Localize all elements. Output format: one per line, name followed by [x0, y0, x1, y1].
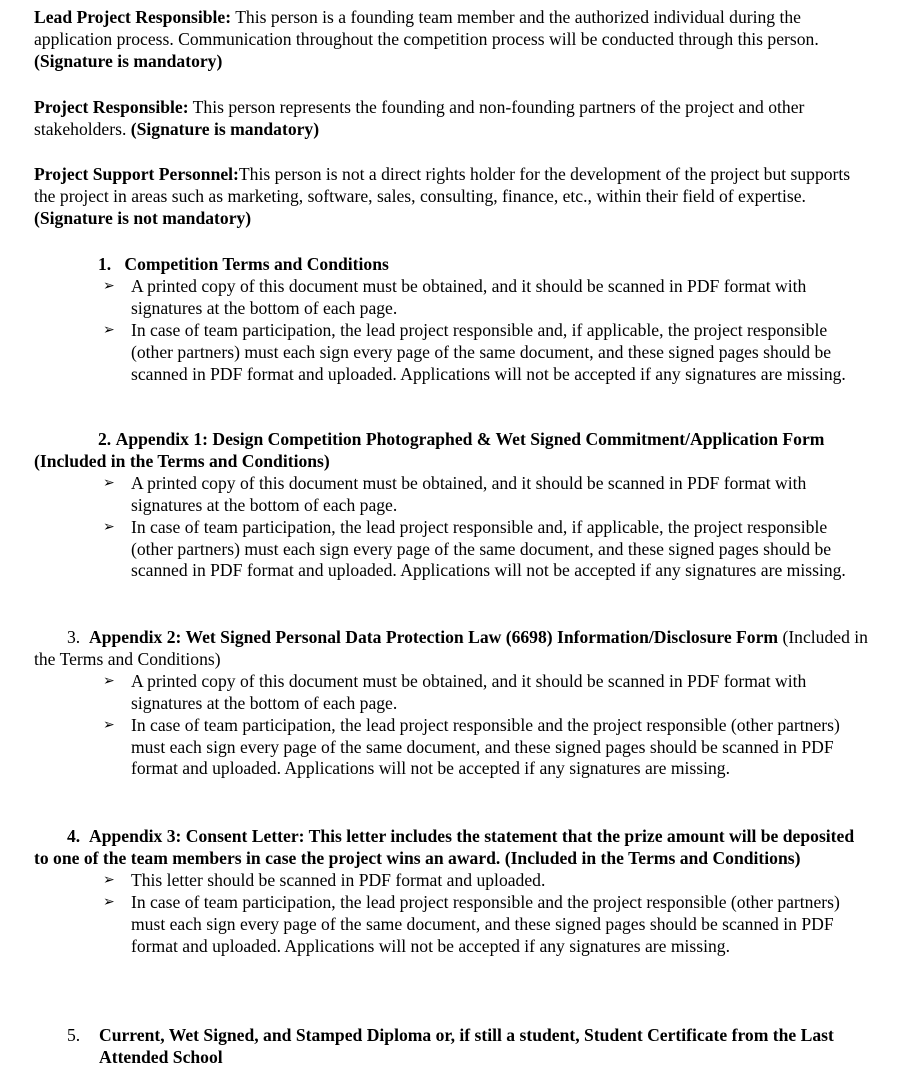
section-number: 2.	[98, 429, 112, 449]
role-description: This person represents the founding and non-founding partners of the project and other stakeholders.	[34, 97, 805, 139]
section-heading	[0, 627, 900, 671]
section-title: Appendix 2: Wet Signed Personal Data Protection Law (6698) Information/Disclosure Form	[89, 627, 779, 647]
section-title: Competition Terms and Conditions	[124, 254, 389, 274]
section-number: 3.	[67, 627, 81, 647]
section-number: 1.	[98, 254, 112, 274]
arrow-bullet-icon: ➢	[103, 893, 115, 910]
section-heading	[0, 254, 900, 276]
list-item: ➢ In case of team participation, the lead project responsible and the project responsible (other partners) must each sign every page of the same document, and these signed pages should be scanned in PDF format and uploaded. Applications will not be accepted if any signatures are missing.	[103, 714, 840, 779]
section-title: Appendix 3: Consent Letter: This letter includes the statement that the prize amount will be deposited to one of the team members in case the project wins an award. (Included in the Terms and Conditions)	[34, 826, 855, 868]
section-heading	[0, 429, 900, 473]
list-item: ➢ In case of team participation, the lead project responsible and, if applicable, the project responsible (other partners) must each sign every page of the same document, and these signed pages should be scanned in PDF format and uploaded. Applications will not be accepted if any signatures are missing.	[103, 319, 846, 384]
section-heading	[0, 1025, 900, 1069]
role-lead-project-responsible	[34, 7, 874, 73]
section-number: 4.	[67, 826, 81, 846]
arrow-bullet-icon: ➢	[103, 474, 115, 491]
section-number: 5.	[67, 1025, 81, 1045]
arrow-bullet-icon: ➢	[103, 321, 115, 338]
section-4	[0, 826, 900, 957]
section-1	[0, 254, 900, 385]
bullet-list	[0, 276, 900, 386]
bullet-list	[0, 671, 900, 781]
arrow-bullet-icon: ➢	[103, 277, 115, 294]
list-item: ➢ In case of team participation, the lead project responsible and the project responsible (other partners) must each sign every page of the same document, and these signed pages should be scanned in PDF format and uploaded. Applications will not be accepted if any signatures are missing.	[103, 891, 840, 956]
bullet-list	[0, 870, 900, 958]
role-project-support-personnel	[34, 164, 874, 230]
section-2	[0, 429, 900, 582]
role-title: Lead Project Responsible:	[34, 7, 232, 27]
arrow-bullet-icon: ➢	[103, 518, 115, 535]
section-title: Current, Wet Signed, and Stamped Diploma or, if still a student, Student Certificate from the Last Attended School	[99, 1025, 834, 1067]
list-item: ➢ This letter should be scanned in PDF format and uploaded.	[103, 869, 546, 890]
arrow-bullet-icon: ➢	[103, 716, 115, 733]
role-title: Project Support Personnel:	[34, 164, 239, 184]
section-3	[0, 627, 900, 780]
role-title: Project Responsible:	[34, 97, 189, 117]
list-item: ➢ A printed copy of this document must be obtained, and it should be scanned in PDF format with signatures at the bottom of each page.	[103, 670, 807, 713]
bullet-list	[0, 473, 900, 583]
role-description: This person is a founding team member and the authorized individual during the application process. Communication throughout the competition process will be conducted through this person.	[34, 7, 819, 49]
role-signature-note: (Signature is mandatory)	[34, 50, 223, 71]
list-item: ➢ A printed copy of this document must be obtained, and it should be scanned in PDF format with signatures at the bottom of each page.	[103, 275, 807, 318]
list-item: ➢ A printed copy of this document must be obtained, and it should be scanned in PDF format with signatures at the bottom of each page.	[103, 472, 807, 515]
section-heading	[0, 826, 900, 870]
section-title-suffix: (Included in the Terms and Conditions)	[34, 627, 868, 669]
section-5	[0, 1025, 900, 1069]
role-signature-note: (Signature is mandatory)	[130, 118, 320, 139]
section-title: Appendix 1: Design Competition Photographed & Wet Signed Commitment/Application Form (Included in the Terms and Conditions)	[34, 429, 825, 471]
arrow-bullet-icon: ➢	[103, 871, 115, 888]
role-signature-note: (Signature is not mandatory)	[34, 207, 252, 228]
list-item: ➢ In case of team participation, the lead project responsible and, if applicable, the project responsible (other partners) must each sign every page of the same document, and these signed pages should be scanned in PDF format and uploaded. Applications will not be accepted if any signatures are missing.	[103, 516, 846, 581]
arrow-bullet-icon: ➢	[103, 672, 115, 689]
role-description: This person is not a direct rights holder for the development of the project but supports the project in areas such as marketing, software, sales, consulting, finance, etc., within their field of expertise.	[34, 164, 851, 206]
role-project-responsible	[34, 97, 874, 141]
